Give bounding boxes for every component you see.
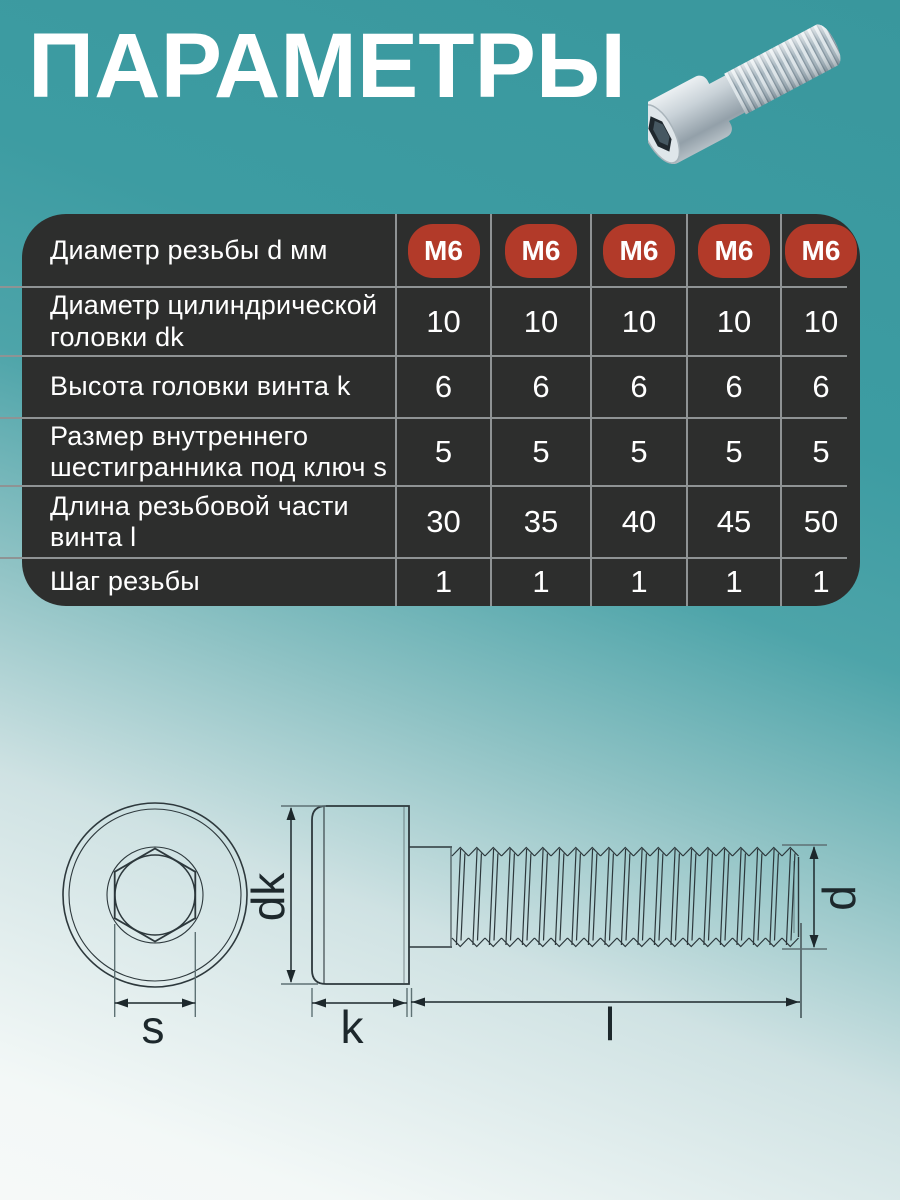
- table-row: [22, 418, 860, 486]
- extension-lines: [115, 806, 827, 1018]
- table-cell: 1: [592, 558, 688, 606]
- socket-cone-circle: [115, 855, 195, 935]
- table-cell: [492, 214, 592, 287]
- table-cell: 6: [592, 356, 688, 418]
- table-cell: 10: [492, 287, 592, 356]
- table-cell: 10: [397, 287, 492, 356]
- table-cell: [688, 214, 782, 287]
- head-outline-circle: [63, 803, 247, 987]
- table-cell: 1: [812, 564, 830, 599]
- table-row: [22, 287, 860, 356]
- row-label: Высота головки винта k: [22, 356, 397, 418]
- screw-photo: [648, 4, 888, 164]
- m6-badge: M6: [785, 224, 857, 278]
- table-cell: 1: [397, 558, 492, 606]
- technical-drawing: [0, 640, 900, 1070]
- table-cell: 10: [592, 287, 688, 356]
- head-side-outline: [312, 806, 409, 984]
- table-row: [22, 214, 860, 287]
- table-cell: 6: [492, 356, 592, 418]
- dim-label-dk: dk: [242, 872, 294, 922]
- table-cell: [592, 214, 688, 287]
- table-row: [22, 356, 860, 418]
- dimension-arrows: [115, 807, 819, 1008]
- table-cell: 10: [803, 303, 839, 339]
- dim-label-k: k: [340, 1001, 364, 1053]
- row-label: Длина резьбовой части винта l: [22, 486, 397, 558]
- table-cell: 30: [397, 486, 492, 558]
- table-row: [22, 558, 860, 606]
- m6-badge: M6: [505, 224, 577, 278]
- dim-label-l: l: [604, 998, 616, 1050]
- table-cell: 50: [803, 504, 839, 539]
- table-cell: [782, 214, 860, 287]
- table-cell: [397, 214, 492, 287]
- dimension-lines: [115, 808, 814, 1003]
- table-cell: 5: [492, 418, 592, 486]
- dim-label-s: s: [141, 1001, 165, 1053]
- dim-label-d: d: [813, 885, 865, 911]
- table-cell: 6: [688, 356, 782, 418]
- row-label: Размер внутреннего шестигранника под ключ s: [22, 418, 397, 486]
- table-cell: 40: [592, 486, 688, 558]
- m6-badge: M6: [408, 224, 480, 278]
- thread-profile: [452, 848, 799, 947]
- table-cell: 45: [688, 486, 782, 558]
- table-cell: 5: [397, 418, 492, 486]
- hex-socket-outline: [115, 849, 196, 942]
- table-cell: 5: [812, 434, 830, 469]
- table-cell: 35: [492, 486, 592, 558]
- page-title: ПАРАМЕТРЫ: [28, 15, 626, 117]
- m6-badge: M6: [698, 224, 770, 278]
- table-cell: 5: [688, 418, 782, 486]
- table-cell: 6: [812, 369, 830, 404]
- table-cell: 1: [492, 558, 592, 606]
- table-cell: 1: [688, 558, 782, 606]
- table-cell: 6: [397, 356, 492, 418]
- table-cell: 5: [592, 418, 688, 486]
- m6-badge: M6: [603, 224, 675, 278]
- row-label: Шаг резьбы: [22, 558, 397, 606]
- table-cell: 10: [688, 287, 782, 356]
- table-row: [22, 486, 860, 558]
- row-label: Диаметр резьбы d мм: [22, 214, 397, 287]
- row-label: Диаметр цилиндрической головки dk: [22, 287, 397, 356]
- socket-chamfer-circle: [107, 847, 203, 943]
- parameters-table: [22, 214, 860, 606]
